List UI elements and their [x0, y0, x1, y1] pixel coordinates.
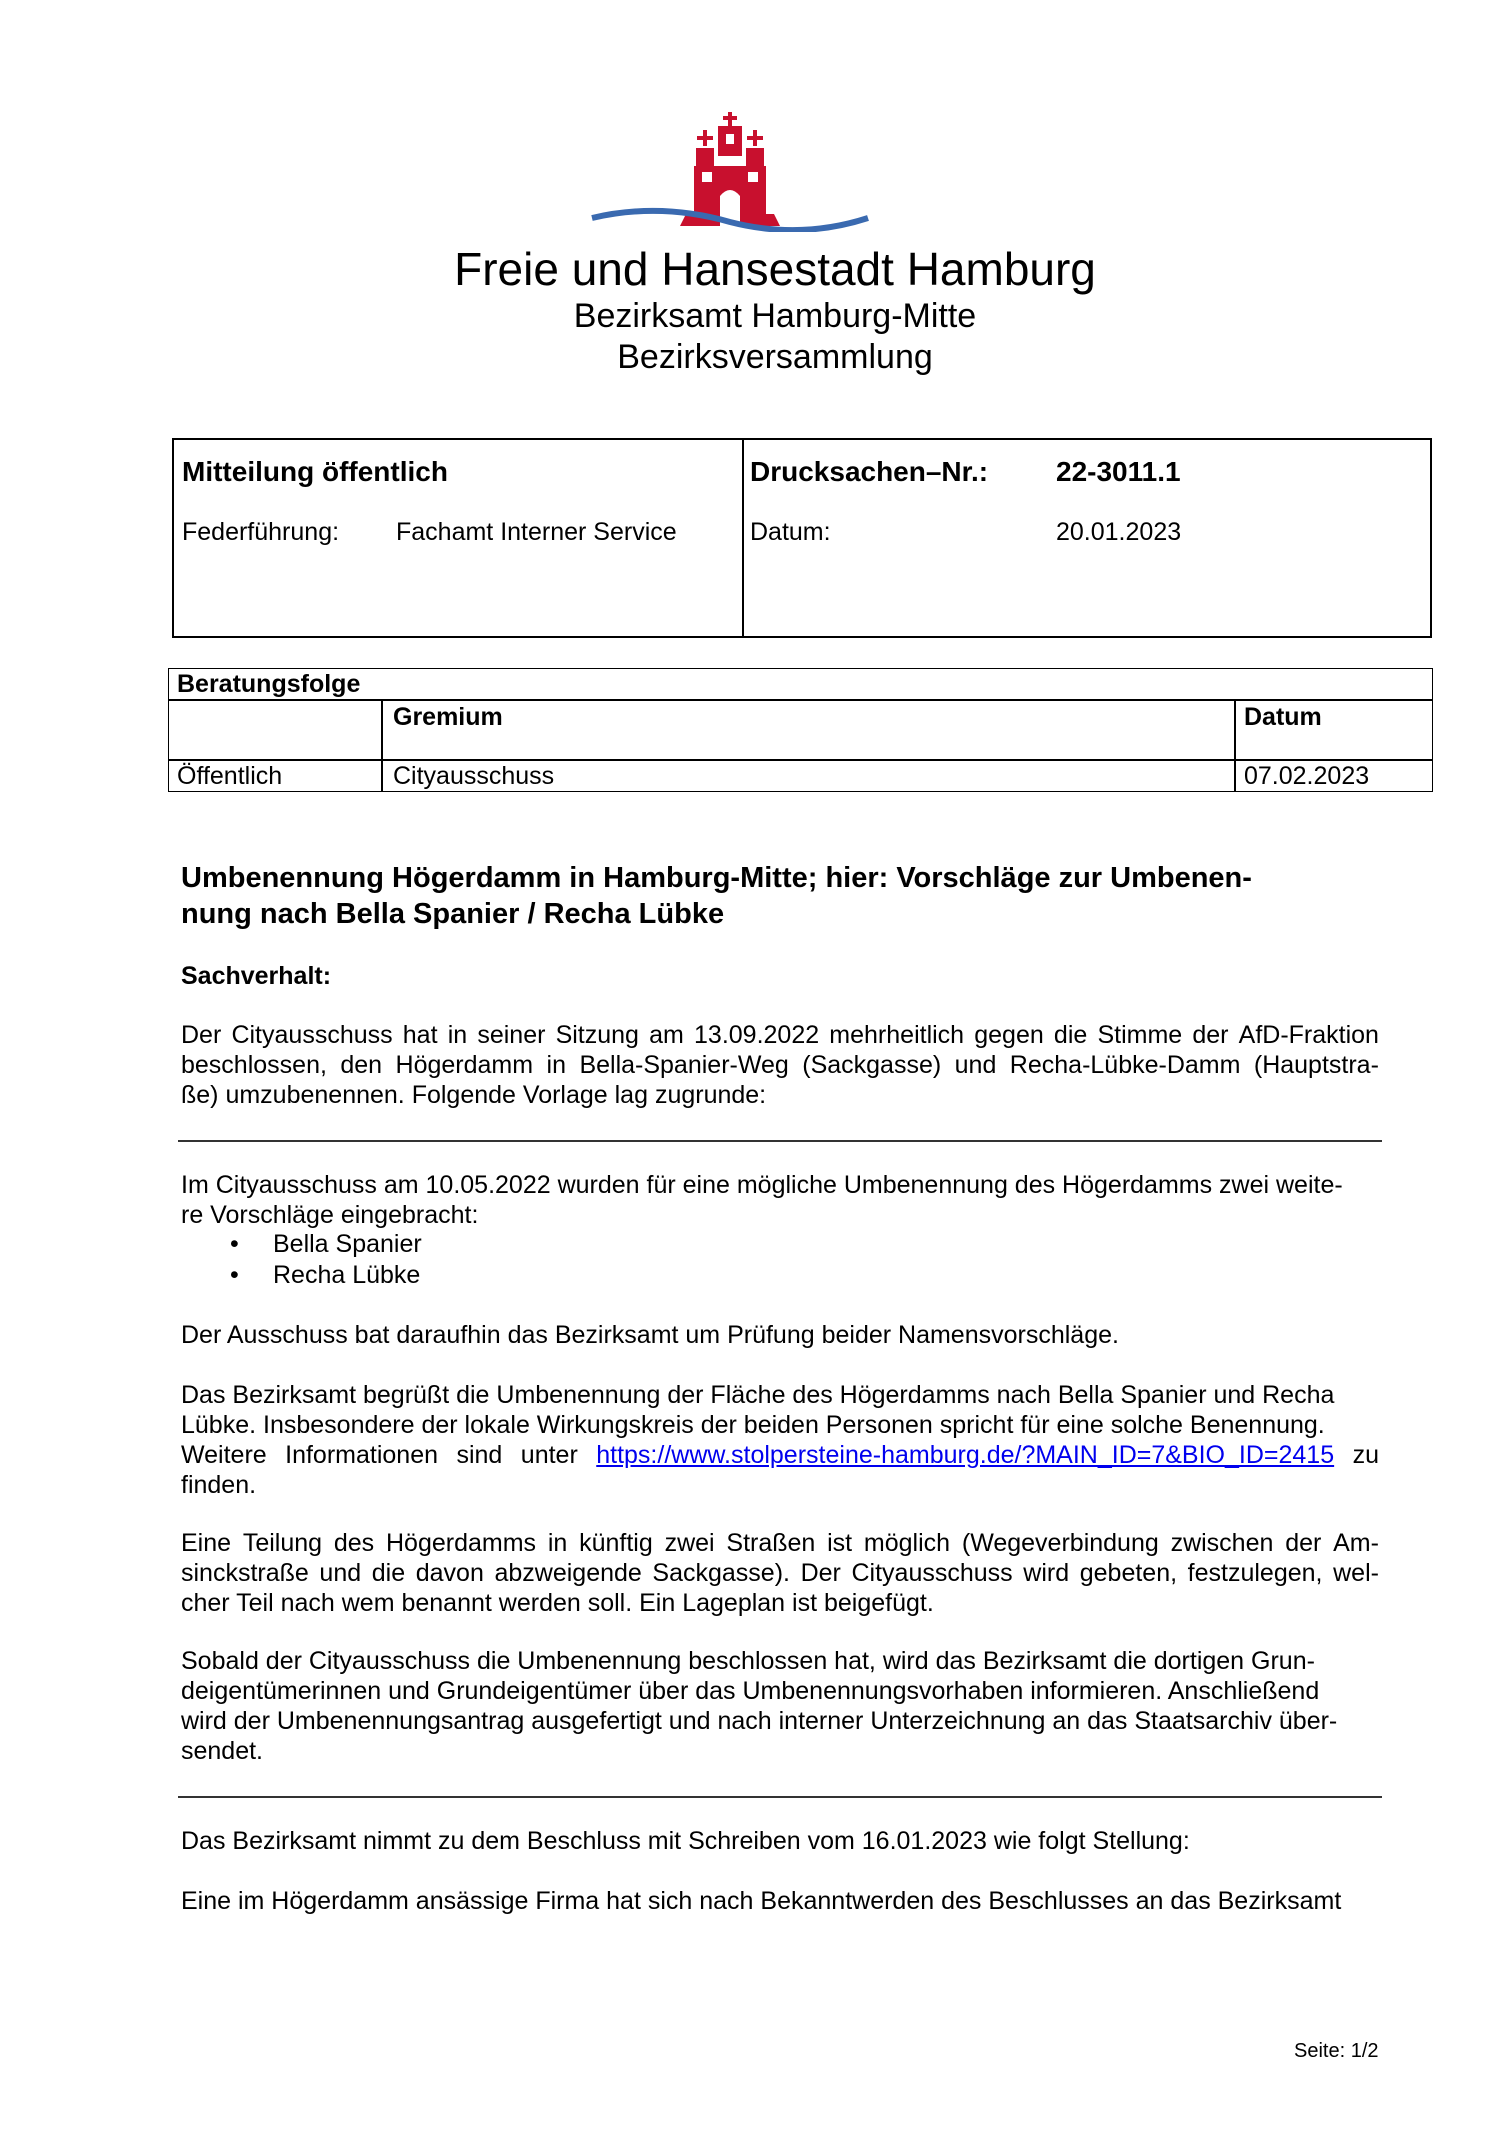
text-word: zwischen — [1170, 1529, 1274, 1557]
drucksache-label: Drucksachen–Nr.: — [750, 456, 989, 487]
row-gremium: Cityausschuss — [393, 762, 555, 790]
separator-line — [178, 1796, 1382, 1798]
text-word: wel- — [1333, 1559, 1379, 1587]
text-word: sinckstraße — [181, 1559, 309, 1587]
hamburg-coat-of-arms-logo — [590, 110, 870, 232]
text-line: Lübke. Insbesondere der lokale Wirkungskreis der beiden Personen spricht für eine solche Benennung. — [181, 1411, 1325, 1439]
text-line — [181, 1050, 1379, 1080]
drucksache-number: 22-3011.1 — [1056, 456, 1181, 487]
organization-title: Freie und Hansestadt Hamburg — [454, 243, 1096, 295]
text-word: hat — [402, 1021, 438, 1049]
text-line: Sobald der Cityausschuss die Umbenennung beschlossen hat, wird das Bezirksamt die dortigen Grun- — [181, 1647, 1315, 1675]
lead-value: Fachamt Interner Service — [396, 518, 677, 546]
text-word: die — [1053, 1021, 1088, 1049]
text-line: Im Cityausschuss am 10.05.2022 wurden für eine mögliche Umbenennung des Högerdamms zwei weite- — [181, 1171, 1343, 1199]
text-word: Der — [800, 1559, 841, 1587]
table-rule — [169, 699, 1432, 701]
page-number: Seite: 1/2 — [1294, 2040, 1379, 2062]
text-word: Högerdamm — [395, 1051, 534, 1079]
body-subtitle: Bezirksversammlung — [617, 338, 933, 376]
text-word: 13.09.2022 — [694, 1021, 820, 1049]
text-word: der — [1192, 1021, 1229, 1049]
text-word: gegen — [974, 1021, 1044, 1049]
text-line: finden. — [181, 1471, 257, 1499]
text-line: wird der Umbenennungsantrag ausgefertigt und nach interner Unterzeichnung an das Staatsarchiv über- — [181, 1707, 1338, 1735]
table-rule — [169, 759, 1432, 761]
title-line: Umbenennung Högerdamm in Hamburg-Mitte; hier: Vorschläge zur Umbenen- — [181, 862, 1252, 894]
text-word: AfD-Fraktion — [1238, 1021, 1379, 1049]
text-word: (Hauptstra- — [1253, 1051, 1379, 1079]
bullet-icon: • — [230, 1230, 239, 1258]
document-title — [181, 860, 1252, 932]
text-word: unter — [520, 1441, 578, 1469]
text-line: deigentümerinnen und Grundeigentümer über das Umbenennungsvorhaben informieren. Anschließend — [181, 1677, 1320, 1705]
text-word: davon — [415, 1559, 484, 1587]
text-word: Sitzung — [555, 1021, 639, 1049]
text-word: des — [333, 1529, 375, 1557]
text-word: Sackgasse). — [652, 1559, 790, 1587]
row-status: Öffentlich — [177, 762, 283, 790]
date-label: Datum: — [750, 518, 831, 546]
text-word: ist — [827, 1529, 853, 1557]
text-line — [181, 1020, 1379, 1050]
text-word: am — [649, 1021, 684, 1049]
paragraph-welcome — [181, 1380, 1379, 1500]
text-word: zwei — [664, 1529, 715, 1557]
text-word: Eine — [181, 1529, 232, 1557]
text-word: Am- — [1333, 1529, 1379, 1557]
row-datum: 07.02.2023 — [1244, 762, 1370, 790]
beratungsfolge-table — [168, 668, 1433, 792]
text-word: wird — [1023, 1559, 1070, 1587]
text-line: sendet. — [181, 1737, 264, 1765]
text-word: sind — [456, 1441, 503, 1469]
paragraph-company: Eine im Högerdamm ansässige Firma hat sich nach Bekanntwerden des Beschlusses an das Bezirksamt — [181, 1887, 1342, 1915]
text-line: Das Bezirksamt begrüßt die Umbenennung der Fläche des Högerdamms nach Bella Spanier und Recha — [181, 1381, 1335, 1409]
text-line: re Vorschläge eingebracht: — [181, 1201, 479, 1229]
list-item: Recha Lübke — [273, 1261, 421, 1289]
text-word: Cityausschuss — [231, 1021, 393, 1049]
column-header-datum: Datum — [1244, 703, 1322, 731]
text-word: (Wegeverbindung — [961, 1529, 1159, 1557]
paragraph-decision — [181, 1020, 1379, 1110]
text-word: in — [547, 1529, 568, 1557]
stolpersteine-link[interactable]: https://www.stolpersteine-hamburg.de/?MAIN_ID=7&BIO_ID=2415 — [596, 1441, 1335, 1469]
date-value: 20.01.2023 — [1056, 518, 1182, 546]
beratungsfolge-title: Beratungsfolge — [177, 670, 361, 698]
separator-line — [178, 1140, 1382, 1142]
text-word: Recha-Lübke-Damm — [1009, 1051, 1241, 1079]
table-divider — [742, 440, 744, 636]
text-word: Straßen — [726, 1529, 816, 1557]
text-word: Teilung — [242, 1529, 323, 1557]
text-word: und — [319, 1559, 362, 1587]
text-word: in — [546, 1051, 566, 1079]
text-word: Stimme — [1097, 1021, 1183, 1049]
paragraph-statement: Das Bezirksamt nimmt zu dem Beschluss mit Schreiben vom 16.01.2023 wie folgt Stellung: — [181, 1827, 1190, 1855]
text-word: und — [954, 1051, 997, 1079]
paragraph-division — [181, 1528, 1379, 1618]
bullet-icon: • — [230, 1261, 239, 1289]
text-word: Högerdamms — [385, 1529, 537, 1557]
text-word: in — [447, 1021, 468, 1049]
text-word: der — [1285, 1529, 1322, 1557]
text-line — [181, 1528, 1379, 1558]
text-line: cher Teil nach wem benannt werden soll. Ein Lageplan ist beigefügt. — [181, 1589, 934, 1617]
text-line: ße) umzubenennen. Folgende Vorlage lag zugrunde: — [181, 1081, 767, 1109]
lead-label: Federführung: — [182, 518, 340, 546]
text-word: möglich — [863, 1529, 951, 1557]
table-rule — [1234, 699, 1236, 792]
text-word: gebeten, — [1079, 1559, 1178, 1587]
office-subtitle: Bezirksamt Hamburg-Mitte — [573, 297, 977, 335]
text-word: abzweigende — [494, 1559, 642, 1587]
text-word: (Sackgasse) — [802, 1051, 942, 1079]
text-line — [181, 1440, 1379, 1470]
text-word: mehrheitlich — [829, 1021, 965, 1049]
text-word: den — [340, 1051, 383, 1079]
text-word: Cityausschuss — [851, 1559, 1013, 1587]
text-word: Informationen — [285, 1441, 439, 1469]
list-item: Bella Spanier — [273, 1230, 422, 1258]
text-word: künftig — [579, 1529, 653, 1557]
title-line: nung nach Bella Spanier / Recha Lübke — [181, 898, 725, 930]
text-word: seiner — [477, 1021, 546, 1049]
text-line — [181, 1558, 1379, 1588]
paragraph-next-steps — [181, 1646, 1379, 1766]
section-heading: Sachverhalt: — [181, 962, 332, 990]
text-word: festzulegen, — [1187, 1559, 1323, 1587]
document-info-table — [172, 438, 1432, 638]
text-word: Der — [181, 1021, 222, 1049]
text-word: die — [371, 1559, 406, 1587]
text-word: zu — [1352, 1441, 1379, 1469]
table-rule — [381, 699, 383, 792]
paragraph-review: Der Ausschuss bat daraufhin das Bezirksamt um Prüfung beider Namensvorschläge. — [181, 1321, 1119, 1349]
paragraph-proposals — [181, 1170, 1379, 1230]
text-word: Weitere — [181, 1441, 267, 1469]
document-type: Mitteilung öffentlich — [182, 456, 448, 487]
text-word: beschlossen, — [181, 1051, 327, 1079]
column-header-gremium: Gremium — [393, 703, 503, 731]
text-word: Bella-Spanier-Weg — [579, 1051, 789, 1079]
